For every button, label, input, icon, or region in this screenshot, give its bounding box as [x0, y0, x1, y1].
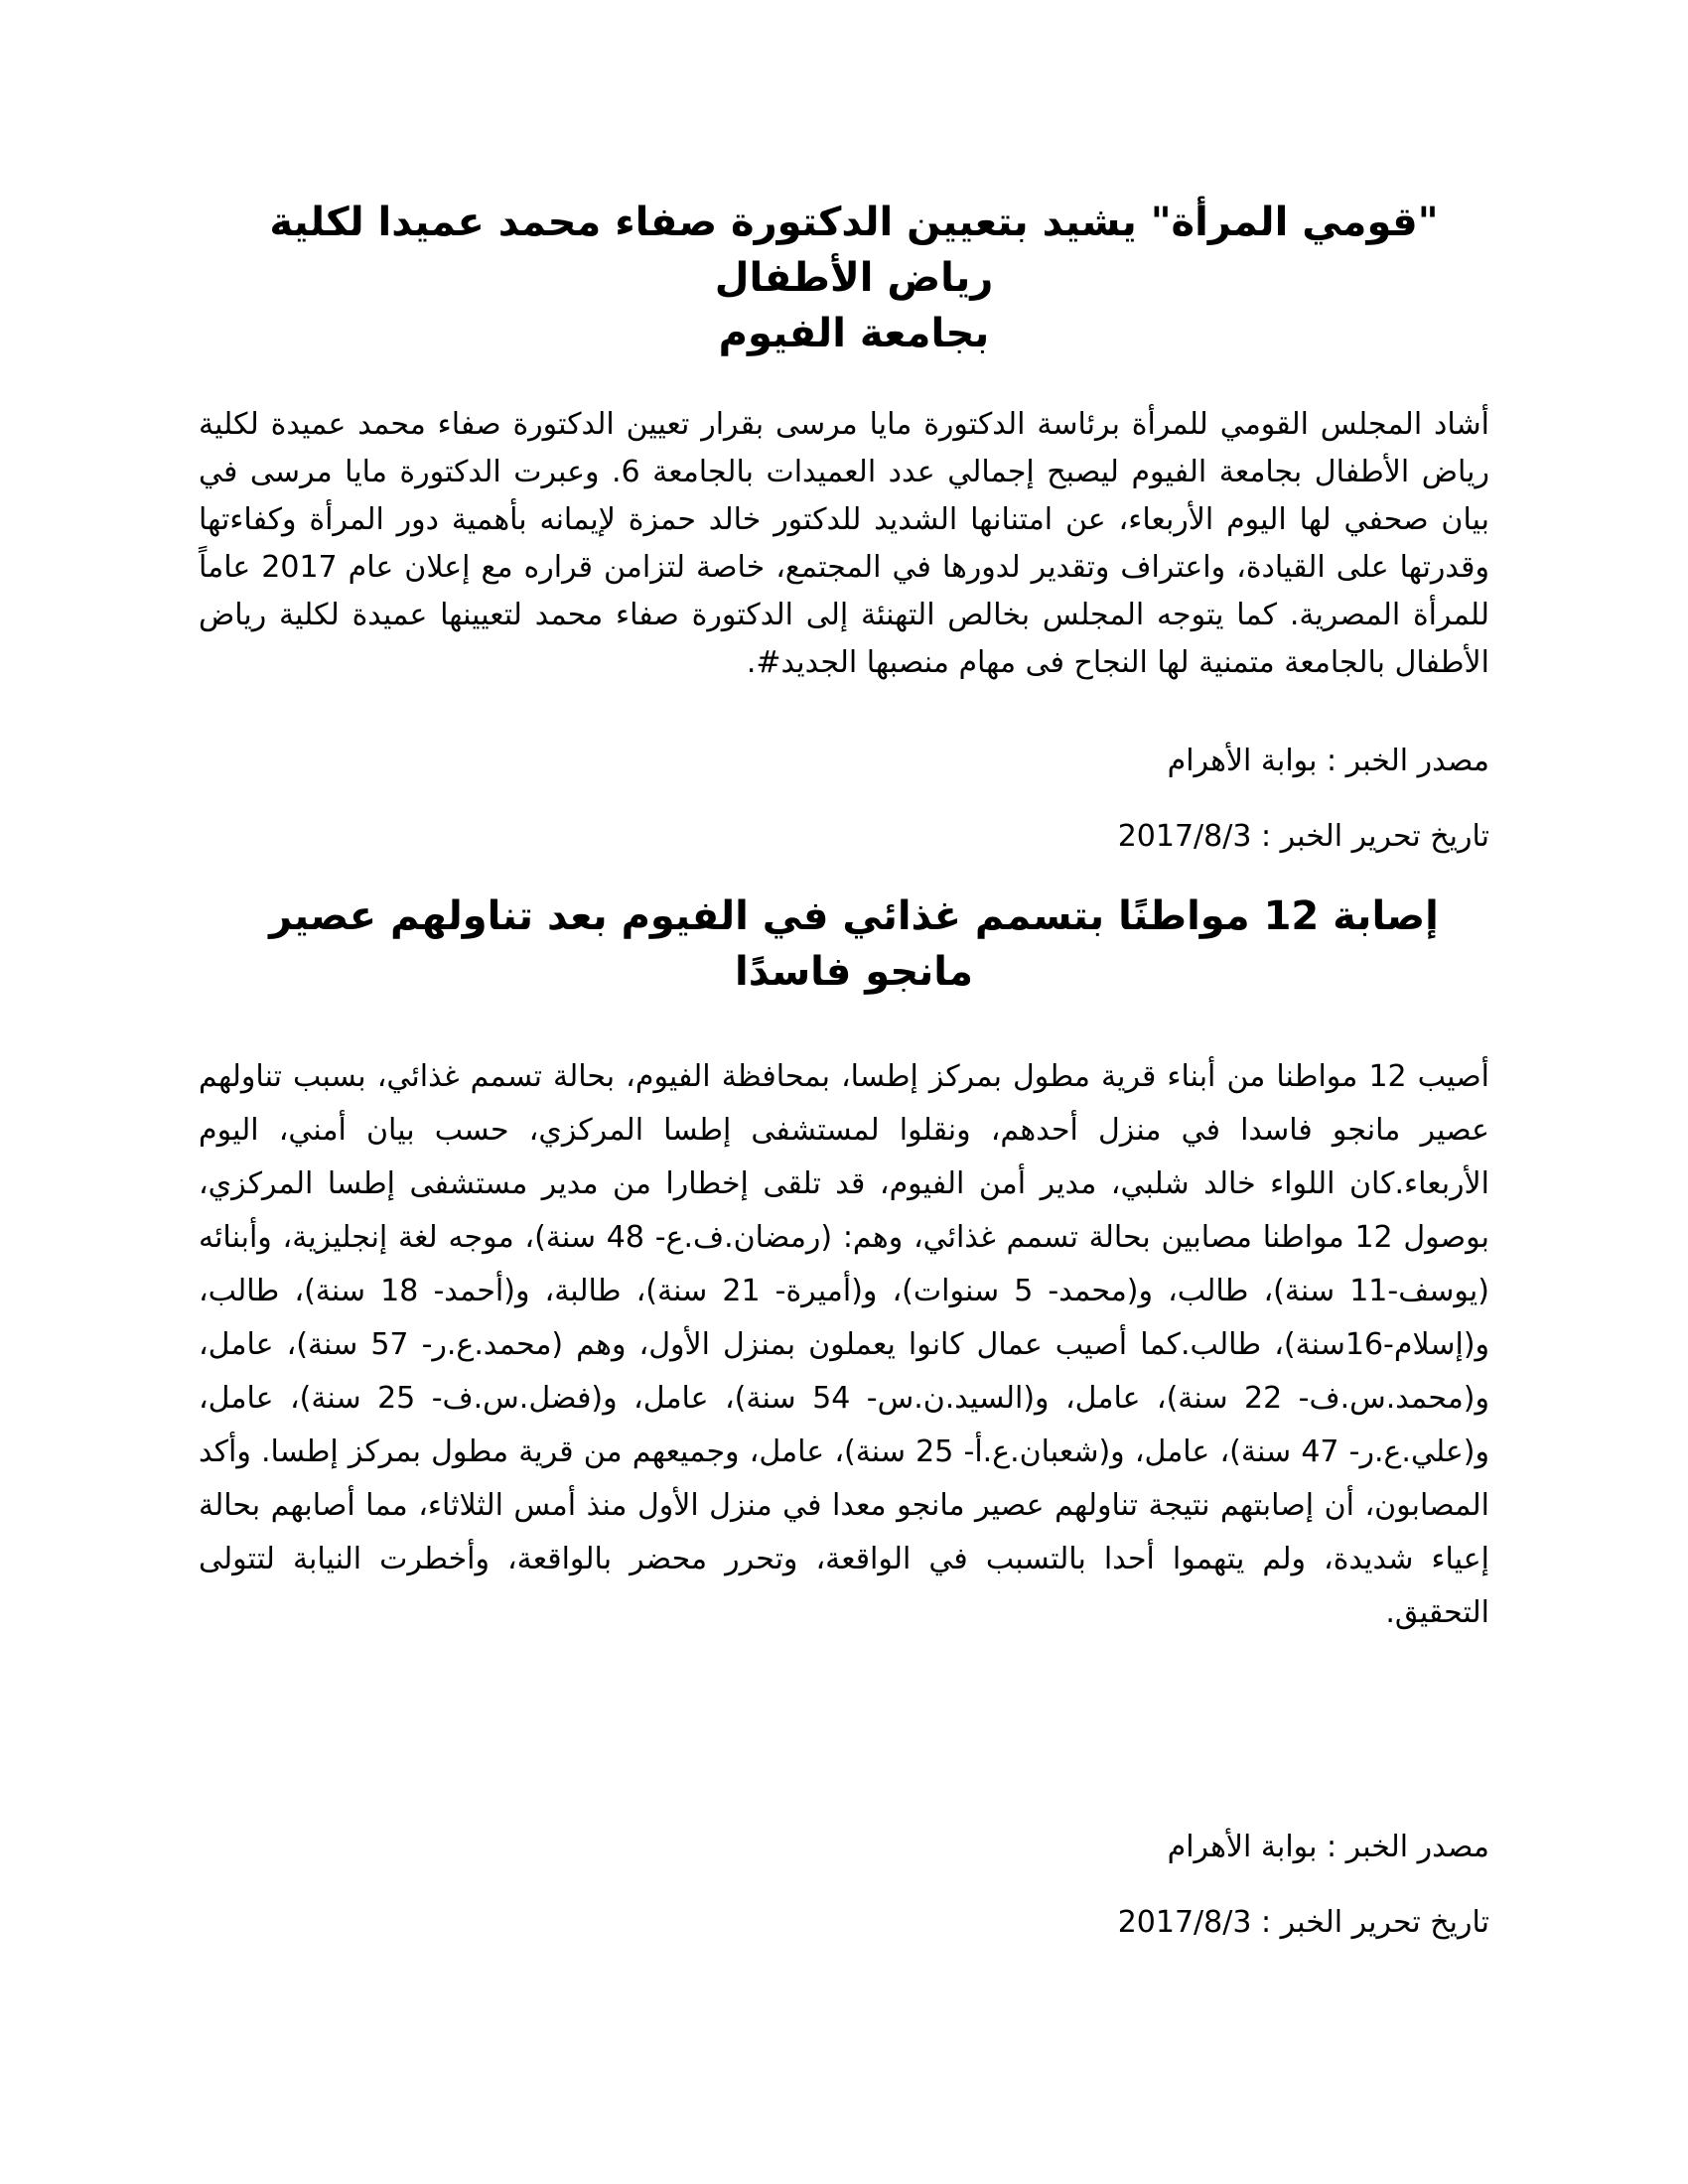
article-2-source: مصدر الخبر : بوابة الأهرام: [1167, 1830, 1489, 1864]
article-1-title-line-1: "قومي المرأة" يشيد بتعيين الدكتورة صفاء محمد عميدا لكلية رياض الأطفال: [269, 200, 1439, 301]
article-2-date: تاريخ تحرير الخبر : 2017/8/3: [1117, 1905, 1489, 1940]
article-1-body: أشاد المجلس القومي للمرأة برئاسة الدكتورة مايا مرسى بقرار تعيين الدكتورة صفاء محمد عميدة لكلية رياض الأطفال بجامعة الفيوم ليصبح إجمالي عدد العميدات بالجامعة 6. وعبرت الدكتورة مايا مرسى في بيان صحفي لها اليوم الأربعاء، عن امتنانها الشديد للدكتور خالد حمزة لإيمانه بأهمية دور المرأة وكفاءتها وقدرتها على القيادة، واعتراف وتقدير لدورها في المجتمع، خاصة لتزامن قراره مع إعلان عام 2017 عاماً للمرأة المصرية. كما يتوجه المجلس بخالص التهنئة إلى الدكتورة صفاء محمد لتعيينها عميدة لكلية رياض الأطفال بالجامعة متمنية لها النجاح فى مهام منصبها الجديد#.: [199, 407, 1490, 680]
article-1-title: [218, 195, 1489, 361]
article-1-source: مصدر الخبر : بوابة الأهرام: [1167, 744, 1489, 778]
article-1-date: تاريخ تحرير الخبر : 2017/8/3: [1117, 819, 1489, 854]
article-2-title: إصابة 12 مواطنًا بتسمم غذائي في الفيوم بعد تناولهم عصير مانجو فاسدًا: [269, 893, 1439, 995]
article-2-body: أصيب 12 مواطنا من أبناء قرية مطول بمركز إطسا، بمحافظة الفيوم، بحالة تسمم غذائي، بسبب تناولهم عصير مانجو فاسدا في منزل أحدهم، ونقلوا لمستشفى إطسا المركزي، حسب بيان أمني، اليوم الأربعاء.كان اللواء خالد شلبي، مدير أمن الفيوم، قد تلقى إخطارا من مدير مستشفى إطسا المركزي، بوصول 12 مواطنا مصابين بحالة تسمم غذائي، وهم: (رمضان.ف.ع- 48 سنة)، موجه لغة إنجليزية، وأبنائه (يوسف-11 سنة)، طالب، و(محمد- 5 سنوات)، و(أميرة- 21 سنة)، طالبة، و(أحمد- 18 سنة)، طالب، و(إسلام-16سنة)، طالب.كما أصيب عمال كانوا يعملون بمنزل الأول، وهم (محمد.ع.ر- 57 سنة)، عامل، و(محمد.س.ف- 22 سنة)، عامل، و(السيد.ن.س- 54 سنة)، عامل، و(فضل.س.ف- 25 سنة)، عامل، و(علي.ع.ر- 47 سنة)، عامل، و(شعبان.ع.أ- 25 سنة)، عامل، وجميعهم من قرية مطول بمركز إطسا. وأكد المصابون، أن إصابتهم نتيجة تناولهم عصير مانجو معدا في منزل الأول منذ أمس الثلاثاء، مما أصابهم بحالة إعياء شديدة، ولم يتهموا أحدا بالتسبب في الواقعة، وتحرر محضر بالواقعة، وأخطرت النيابة لتتولى التحقيق.: [199, 1059, 1490, 1630]
article-1-title-line-2: بجامعة الفيوم: [718, 311, 990, 356]
